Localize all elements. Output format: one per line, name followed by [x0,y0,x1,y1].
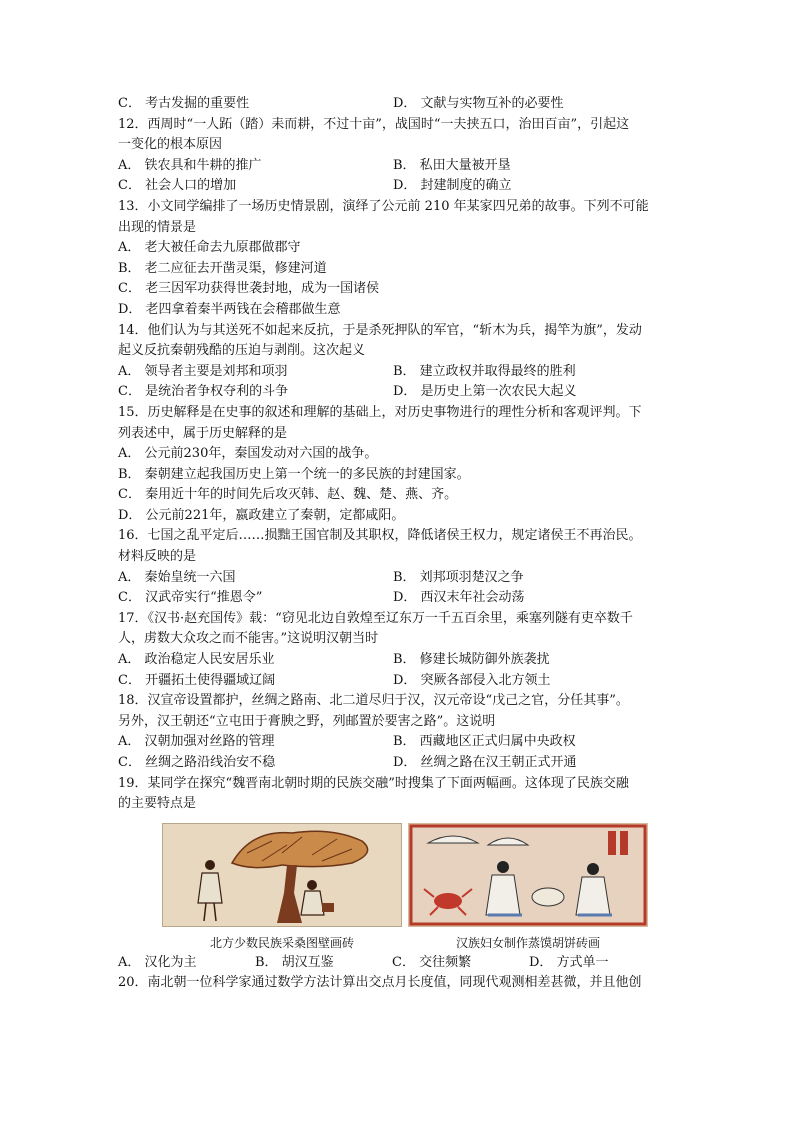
figure-mulberry-mural [162,823,402,953]
q18-option-b[interactable]: B． 西藏地区正式归属中央政权 [393,734,576,750]
q14-option-b[interactable]: B． 建立政权并取得最终的胜利 [393,363,576,379]
q12-options-cd [118,176,678,197]
q12-option-a[interactable]: A． 铁农具和牛耕的推广 [118,157,262,173]
q18-options-cd [118,753,678,774]
figure-caption-mulberry: 北方少数民族采桑图壁画砖 [209,935,354,950]
q17-option-d[interactable]: D． 突厥各部侵入北方领土 [393,672,551,688]
q14-options-ab [118,362,678,383]
q14-stem-line2: 起义反抗秦朝残酷的压迫与剥削。这次起义 [118,343,366,359]
q16-stem-line1: 16．七国之乱平定后……损黜王国官制及其职权，降低诸侯王权力，规定诸侯王不再治民。 [118,528,642,544]
q18-option-c[interactable]: C． 丝绸之路沿线治安不稳 [118,755,276,770]
q15-option-a[interactable]: A． 公元前230年，秦国发动对六国的战争。 [118,446,378,462]
exam-page [118,94,678,994]
q14-option-a[interactable]: A． 领导者主要是刘邦和项羽 [118,363,288,379]
q11-options-cd [118,94,678,115]
q15-option-b[interactable]: B． 秦朝建立起我国历史上第一个统一的多民族的封建国家。 [118,466,470,482]
q11-option-d[interactable]: D． 文献与实物互补的必要性 [393,96,564,111]
q13-option-d[interactable]: D． 老四拿着秦半两钱在会稽郡做生意 [118,301,341,317]
q12-option-c[interactable]: C． 社会人口的增加 [118,178,237,194]
q16-options-cd [118,588,678,609]
q17-option-a[interactable]: A． 政治稳定人民安居乐业 [118,652,275,668]
mulberry-picking-mural-image [162,823,402,927]
q15-stem-line2: 列表述中，属于历史解释的是 [118,425,288,441]
q18-options-ab [118,732,678,753]
q12-stem-line2: 一变化的根本原因 [118,137,223,153]
q12-option-d[interactable]: D． 封建制度的确立 [393,178,512,194]
figure-caption-cooking: 汉族妇女制作蒸馍胡饼砖画 [455,935,600,950]
q18-stem-line1: 18．汉宣帝设置都护，丝绸之路南、北二道尽归于汉，汉元帝设“戊己之官，分任其事”。 [118,693,629,709]
q13-option-b[interactable]: B． 老二应征去开凿灵渠，修建河道 [118,260,327,276]
q16-options-ab [118,568,678,589]
q16-option-d[interactable]: D． 西汉末年社会动荡 [393,590,525,606]
cooking-bread-mural-image [408,823,648,927]
q12-option-b[interactable]: B． 私田大量被开垦 [393,157,511,173]
q12-options-ab [118,156,678,177]
q14-option-d[interactable]: D． 是历史上第一次农民大起义 [393,384,577,400]
q14-option-c[interactable]: C． 是统治者争权夺利的斗争 [118,384,289,400]
q19-option-d[interactable]: D． 方式单一 [529,954,609,970]
q19-option-a[interactable]: A． 汉化为主 [118,954,197,970]
q18-option-d[interactable]: D． 丝绸之路在汉王朝正式开通 [393,755,577,770]
q20-stem-line1: 20．南北朝一位科学家通过数学方法计算出交点月长度值，同现代观测相差甚微，并且他创 [118,975,642,991]
q14-options-cd [118,382,678,403]
q19-stem-line1: 19．某同学在探究“魏晋南北朝时期的民族交融”时搜集了下面两幅画。这体现了民族交融 [118,775,629,791]
q12-stem-line1: 12．西周时“一人跖（踏）耒而耕，不过十亩”，战国时“一夫挟五口，治田百亩”，引起这 [118,116,630,132]
q15-option-d[interactable]: D． 公元前221年，嬴政建立了秦朝，定都咸阳。 [118,507,405,523]
q15-option-c[interactable]: C． 秦用近十年的时间先后攻灭韩、赵、魏、楚、燕、齐。 [118,487,458,503]
q13-option-c[interactable]: C． 老三因军功获得世袭封地，成为一国诸侯 [118,281,380,297]
q17-options-ab [118,650,678,671]
q13-stem-line2: 出现的情景是 [118,219,197,235]
q14-stem-line1: 14．他们认为与其送死不如起来反抗，于是杀死押队的军官，“斩木为兵，揭竿为旗”，发动 [118,322,642,338]
q13-option-a[interactable]: A． 老大被任命去九原郡做郡守 [118,240,301,256]
q19-options [118,953,678,974]
q16-option-c[interactable]: C． 汉武帝实行“推恩令” [118,590,263,606]
q18-stem-line2: 另外，汉王朝还“立屯田于膏腴之野，列邮置於要害之路”。这说明 [118,713,496,729]
q19-stem-line2: 的主要特点是 [118,796,197,812]
q17-option-c[interactable]: C． 开疆拓土使得疆域辽阔 [118,672,276,688]
q13-stem-line1: 13．小文同学编排了一场历史情景剧，演绎了公元前 210 年某家四兄弟的故事。下列不可能 [118,198,649,214]
q17-stem-line2: 人，虏数大众攻之而不能害。”这说明汉朝当时 [118,631,379,647]
figure-cooking-mural [408,823,648,953]
q18-option-a[interactable]: A． 汉朝加强对丝路的管理 [118,734,275,750]
q19-figures [162,823,648,953]
q11-option-c[interactable]: C． 考古发掘的重要性 [118,96,250,111]
q16-stem-line2: 材料反映的是 [118,549,197,565]
q15-stem-line1: 15．历史解释是在史事的叙述和理解的基础上，对历史事物进行的理性分析和客观评判。下 [118,404,642,420]
q17-stem-line1: 17．《汉书·赵充国传》载：“窃见北边自敦煌至辽东万一千五百余里，乘塞列隧有吏卒数千 [118,610,633,626]
q19-option-b[interactable]: B． 胡汉互鉴 [255,954,334,970]
q19-option-c[interactable]: C． 交往频繁 [392,954,472,970]
q17-option-b[interactable]: B． 修建长城防御外族袭扰 [393,652,550,668]
q16-option-a[interactable]: A． 秦始皇统一六国 [118,569,236,585]
q16-option-b[interactable]: B． 刘邦项羽楚汉之争 [393,569,524,585]
q17-options-cd [118,671,678,692]
